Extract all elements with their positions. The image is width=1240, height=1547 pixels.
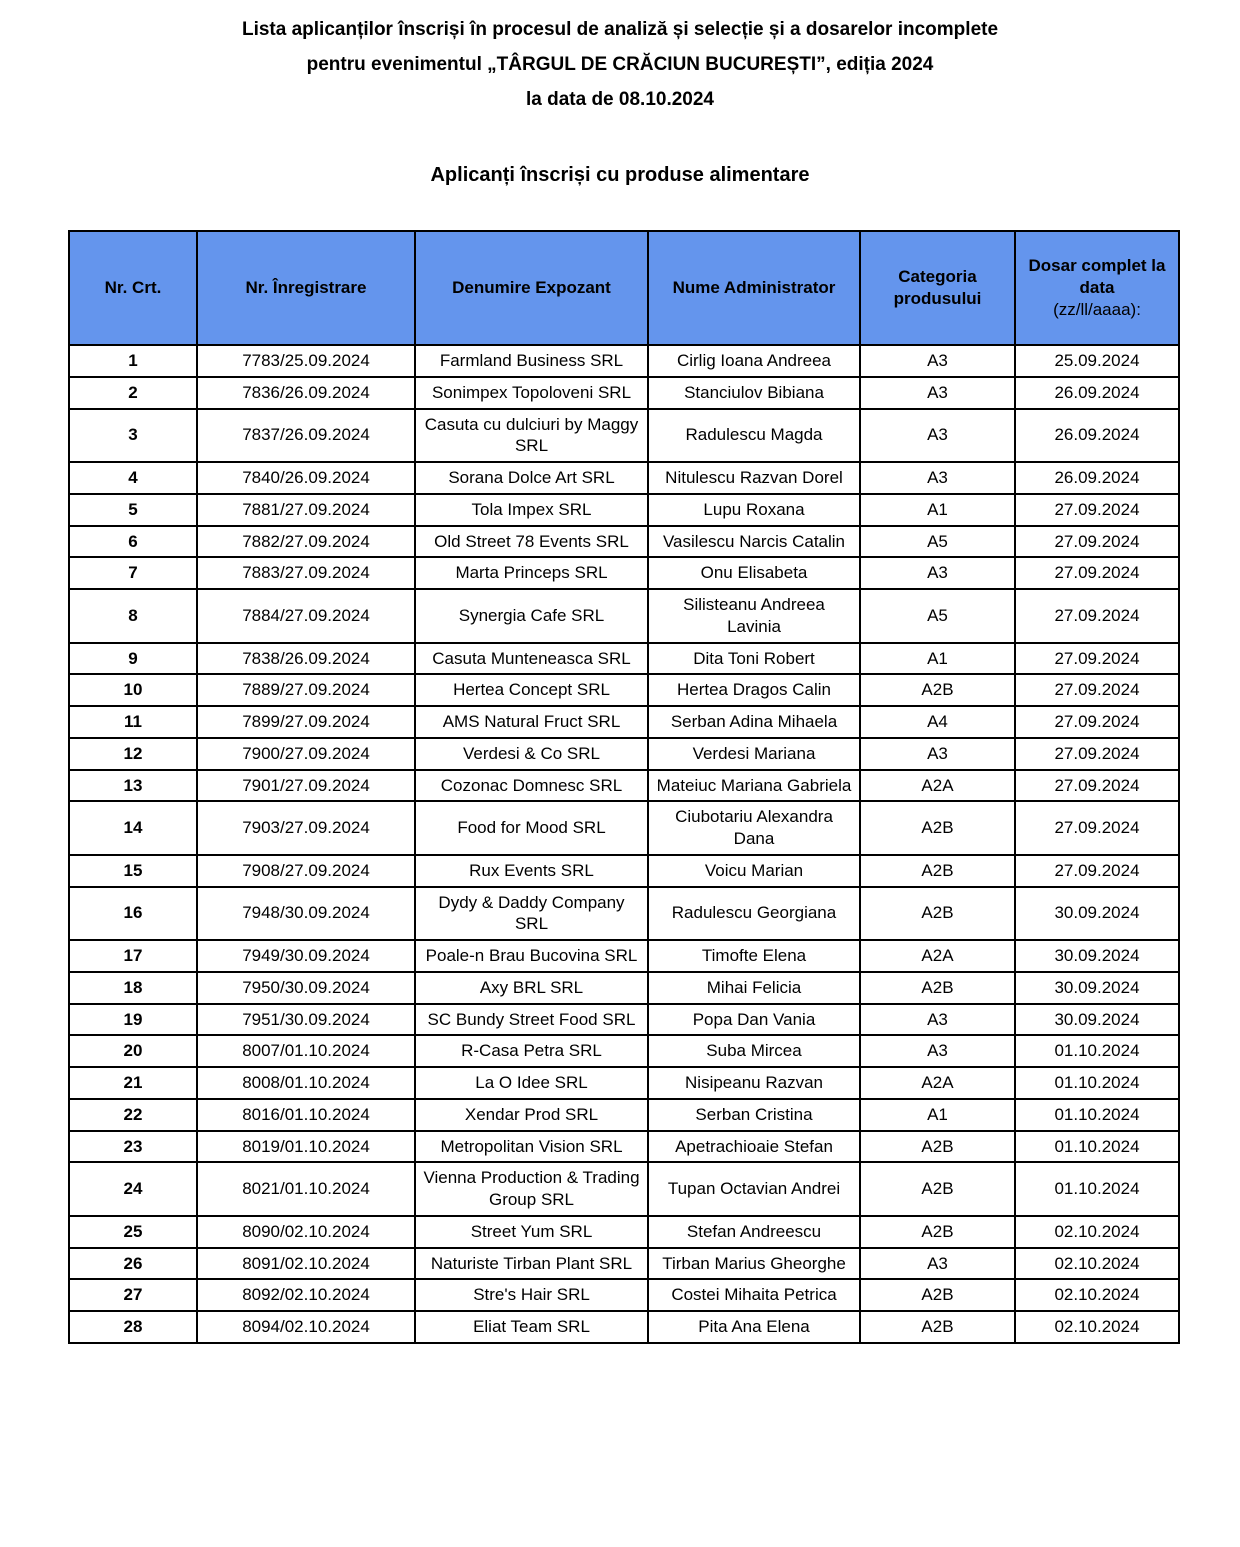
cell-nume-administrator: Timofte Elena	[648, 940, 860, 972]
cell-dosar-complet: 01.10.2024	[1015, 1162, 1179, 1216]
cell-nr-inregistrare: 7951/30.09.2024	[197, 1004, 415, 1036]
cell-dosar-complet: 01.10.2024	[1015, 1035, 1179, 1067]
cell-nr-crt: 2	[69, 377, 197, 409]
table-row	[69, 462, 1179, 494]
cell-dosar-complet: 02.10.2024	[1015, 1216, 1179, 1248]
table-row	[69, 1099, 1179, 1131]
cell-dosar-complet: 26.09.2024	[1015, 377, 1179, 409]
cell-nume-administrator: Nitulescu Razvan Dorel	[648, 462, 860, 494]
cell-nr-crt: 19	[69, 1004, 197, 1036]
cell-denumire-expozant: Sorana Dolce Art SRL	[415, 462, 648, 494]
cell-nr-crt: 23	[69, 1131, 197, 1163]
cell-dosar-complet: 26.09.2024	[1015, 409, 1179, 463]
cell-nr-inregistrare: 7838/26.09.2024	[197, 643, 415, 675]
cell-nume-administrator: Tupan Octavian Andrei	[648, 1162, 860, 1216]
cell-denumire-expozant: Tola Impex SRL	[415, 494, 648, 526]
cell-categoria-produsului: A3	[860, 738, 1015, 770]
cell-denumire-expozant: Poale-n Brau Bucovina SRL	[415, 940, 648, 972]
cell-nr-inregistrare: 7883/27.09.2024	[197, 557, 415, 589]
cell-dosar-complet: 30.09.2024	[1015, 940, 1179, 972]
cell-nr-inregistrare: 8021/01.10.2024	[197, 1162, 415, 1216]
cell-nume-administrator: Radulescu Magda	[648, 409, 860, 463]
cell-nume-administrator: Voicu Marian	[648, 855, 860, 887]
cell-nume-administrator: Vasilescu Narcis Catalin	[648, 526, 860, 558]
col-header-date-format-note: (zz/ll/aaaa):	[1053, 299, 1141, 319]
table-row	[69, 940, 1179, 972]
cell-denumire-expozant: Verdesi & Co SRL	[415, 738, 648, 770]
cell-dosar-complet: 27.09.2024	[1015, 526, 1179, 558]
cell-nume-administrator: Costei Mihaita Petrica	[648, 1279, 860, 1311]
cell-nr-crt: 1	[69, 345, 197, 377]
cell-categoria-produsului: A5	[860, 526, 1015, 558]
col-header-dosar-complet-label: Dosar complet la data	[1028, 256, 1166, 298]
cell-nr-crt: 15	[69, 855, 197, 887]
cell-nume-administrator: Suba Mircea	[648, 1035, 860, 1067]
cell-dosar-complet: 27.09.2024	[1015, 557, 1179, 589]
cell-nr-crt: 12	[69, 738, 197, 770]
cell-nr-crt: 28	[69, 1311, 197, 1343]
cell-nr-inregistrare: 7884/27.09.2024	[197, 589, 415, 643]
cell-nr-crt: 10	[69, 674, 197, 706]
cell-nr-inregistrare: 8090/02.10.2024	[197, 1216, 415, 1248]
cell-dosar-complet: 30.09.2024	[1015, 887, 1179, 941]
table-row	[69, 1279, 1179, 1311]
cell-denumire-expozant: Casuta Munteneasca SRL	[415, 643, 648, 675]
document-title-line3: la data de 08.10.2024	[525, 89, 714, 110]
applicants-table-body	[69, 345, 1179, 1343]
cell-nume-administrator: Verdesi Mariana	[648, 738, 860, 770]
cell-dosar-complet: 25.09.2024	[1015, 345, 1179, 377]
cell-dosar-complet: 27.09.2024	[1015, 770, 1179, 802]
cell-dosar-complet: 01.10.2024	[1015, 1067, 1179, 1099]
applicants-table-header	[69, 231, 1179, 345]
cell-denumire-expozant: Naturiste Tirban Plant SRL	[415, 1248, 648, 1280]
col-header-dosar-complet	[1015, 231, 1179, 345]
table-row	[69, 801, 1179, 855]
cell-dosar-complet: 02.10.2024	[1015, 1279, 1179, 1311]
cell-nume-administrator: Onu Elisabeta	[648, 557, 860, 589]
cell-nr-crt: 18	[69, 972, 197, 1004]
section-subtitle: Aplicanți înscriși cu produse alimentare	[430, 164, 810, 186]
col-header-denumire-expozant: Denumire Expozant	[415, 231, 648, 345]
cell-dosar-complet: 02.10.2024	[1015, 1248, 1179, 1280]
cell-nr-inregistrare: 7903/27.09.2024	[197, 801, 415, 855]
table-row	[69, 557, 1179, 589]
cell-nr-crt: 11	[69, 706, 197, 738]
cell-nr-crt: 24	[69, 1162, 197, 1216]
cell-nr-crt: 8	[69, 589, 197, 643]
cell-denumire-expozant: SC Bundy Street Food SRL	[415, 1004, 648, 1036]
cell-dosar-complet: 27.09.2024	[1015, 706, 1179, 738]
cell-nr-crt: 21	[69, 1067, 197, 1099]
table-row	[69, 345, 1179, 377]
cell-nume-administrator: Serban Cristina	[648, 1099, 860, 1131]
cell-dosar-complet: 27.09.2024	[1015, 643, 1179, 675]
cell-categoria-produsului: A4	[860, 706, 1015, 738]
cell-denumire-expozant: Metropolitan Vision SRL	[415, 1131, 648, 1163]
cell-nr-inregistrare: 8016/01.10.2024	[197, 1099, 415, 1131]
cell-nr-crt: 13	[69, 770, 197, 802]
table-row	[69, 494, 1179, 526]
table-row	[69, 409, 1179, 463]
col-header-nr-crt: Nr. Crt.	[69, 231, 197, 345]
cell-denumire-expozant: Vienna Production & Trading Group SRL	[415, 1162, 648, 1216]
cell-nr-inregistrare: 7882/27.09.2024	[197, 526, 415, 558]
cell-categoria-produsului: A3	[860, 1248, 1015, 1280]
table-row	[69, 706, 1179, 738]
cell-nr-inregistrare: 8092/02.10.2024	[197, 1279, 415, 1311]
cell-dosar-complet: 01.10.2024	[1015, 1131, 1179, 1163]
cell-categoria-produsului: A1	[860, 494, 1015, 526]
cell-nume-administrator: Stanciulov Bibiana	[648, 377, 860, 409]
table-row	[69, 526, 1179, 558]
cell-nr-inregistrare: 7899/27.09.2024	[197, 706, 415, 738]
cell-nr-crt: 7	[69, 557, 197, 589]
cell-denumire-expozant: R-Casa Petra SRL	[415, 1035, 648, 1067]
cell-nume-administrator: Ciubotariu Alexandra Dana	[648, 801, 860, 855]
cell-denumire-expozant: Casuta cu dulciuri by Maggy SRL	[415, 409, 648, 463]
cell-nr-inregistrare: 7881/27.09.2024	[197, 494, 415, 526]
col-header-nume-administrator: Nume Administrator	[648, 231, 860, 345]
cell-denumire-expozant: Axy BRL SRL	[415, 972, 648, 1004]
cell-nr-inregistrare: 8007/01.10.2024	[197, 1035, 415, 1067]
applicants-table	[68, 230, 1180, 1344]
cell-categoria-produsului: A2B	[860, 887, 1015, 941]
cell-nr-inregistrare: 7836/26.09.2024	[197, 377, 415, 409]
cell-denumire-expozant: Hertea Concept SRL	[415, 674, 648, 706]
cell-denumire-expozant: Food for Mood SRL	[415, 801, 648, 855]
cell-nr-crt: 14	[69, 801, 197, 855]
cell-nr-inregistrare: 8094/02.10.2024	[197, 1311, 415, 1343]
cell-categoria-produsului: A2B	[860, 674, 1015, 706]
cell-denumire-expozant: La O Idee SRL	[415, 1067, 648, 1099]
cell-denumire-expozant: Dydy & Daddy Company SRL	[415, 887, 648, 941]
cell-categoria-produsului: A2B	[860, 1279, 1015, 1311]
cell-nr-inregistrare: 7900/27.09.2024	[197, 738, 415, 770]
cell-nr-inregistrare: 8091/02.10.2024	[197, 1248, 415, 1280]
header-row	[69, 231, 1179, 345]
cell-dosar-complet: 02.10.2024	[1015, 1311, 1179, 1343]
cell-categoria-produsului: A2B	[860, 1162, 1015, 1216]
document-title-line1: Lista aplicanților înscriși în procesul de analiză și selecție și a dosarelor incomplete	[241, 19, 999, 40]
col-header-categoria-produsului: Categoria produsului	[860, 231, 1015, 345]
cell-denumire-expozant: Synergia Cafe SRL	[415, 589, 648, 643]
cell-denumire-expozant: Marta Princeps SRL	[415, 557, 648, 589]
cell-nume-administrator: Pita Ana Elena	[648, 1311, 860, 1343]
cell-nr-crt: 17	[69, 940, 197, 972]
table-row	[69, 1004, 1179, 1036]
cell-categoria-produsului: A2B	[860, 1131, 1015, 1163]
table-row	[69, 972, 1179, 1004]
cell-dosar-complet: 01.10.2024	[1015, 1099, 1179, 1131]
cell-nr-crt: 22	[69, 1099, 197, 1131]
cell-denumire-expozant: Stre's Hair SRL	[415, 1279, 648, 1311]
cell-categoria-produsului: A2B	[860, 1216, 1015, 1248]
cell-nume-administrator: Popa Dan Vania	[648, 1004, 860, 1036]
cell-denumire-expozant: Street Yum SRL	[415, 1216, 648, 1248]
cell-nume-administrator: Nisipeanu Razvan	[648, 1067, 860, 1099]
table-row	[69, 770, 1179, 802]
cell-nume-administrator: Cirlig Ioana Andreea	[648, 345, 860, 377]
cell-nr-crt: 5	[69, 494, 197, 526]
cell-denumire-expozant: Old Street 78 Events SRL	[415, 526, 648, 558]
cell-nr-inregistrare: 7837/26.09.2024	[197, 409, 415, 463]
cell-dosar-complet: 27.09.2024	[1015, 589, 1179, 643]
cell-dosar-complet: 27.09.2024	[1015, 801, 1179, 855]
cell-categoria-produsului: A3	[860, 1004, 1015, 1036]
cell-nr-inregistrare: 7950/30.09.2024	[197, 972, 415, 1004]
cell-nume-administrator: Silisteanu Andreea Lavinia	[648, 589, 860, 643]
cell-nr-crt: 27	[69, 1279, 197, 1311]
cell-nume-administrator: Mateiuc Mariana Gabriela	[648, 770, 860, 802]
cell-nr-crt: 25	[69, 1216, 197, 1248]
cell-categoria-produsului: A3	[860, 345, 1015, 377]
cell-categoria-produsului: A2A	[860, 940, 1015, 972]
table-row	[69, 674, 1179, 706]
cell-categoria-produsului: A2A	[860, 770, 1015, 802]
table-row	[69, 643, 1179, 675]
cell-nume-administrator: Hertea Dragos Calin	[648, 674, 860, 706]
table-row	[69, 589, 1179, 643]
table-row	[69, 1248, 1179, 1280]
table-row	[69, 738, 1179, 770]
cell-nr-inregistrare: 7889/27.09.2024	[197, 674, 415, 706]
table-row	[69, 1131, 1179, 1163]
cell-denumire-expozant: Eliat Team SRL	[415, 1311, 648, 1343]
cell-nume-administrator: Serban Adina Mihaela	[648, 706, 860, 738]
cell-nume-administrator: Dita Toni Robert	[648, 643, 860, 675]
cell-categoria-produsului: A2B	[860, 1311, 1015, 1343]
table-row	[69, 1216, 1179, 1248]
cell-categoria-produsului: A1	[860, 1099, 1015, 1131]
cell-categoria-produsului: A1	[860, 643, 1015, 675]
cell-nr-crt: 4	[69, 462, 197, 494]
document-title	[0, 0, 1240, 117]
cell-nr-inregistrare: 8008/01.10.2024	[197, 1067, 415, 1099]
cell-nr-inregistrare: 7901/27.09.2024	[197, 770, 415, 802]
cell-nr-crt: 26	[69, 1248, 197, 1280]
table-row	[69, 1035, 1179, 1067]
cell-denumire-expozant: AMS Natural Fruct SRL	[415, 706, 648, 738]
document-title-line2: pentru evenimentul „TÂRGUL DE CRĂCIUN BUCUREȘTI”, ediția 2024	[306, 54, 934, 75]
cell-denumire-expozant: Sonimpex Topoloveni SRL	[415, 377, 648, 409]
cell-dosar-complet: 26.09.2024	[1015, 462, 1179, 494]
cell-categoria-produsului: A2B	[860, 855, 1015, 887]
cell-categoria-produsului: A2B	[860, 801, 1015, 855]
cell-categoria-produsului: A2B	[860, 972, 1015, 1004]
col-header-nr-inregistrare: Nr. Înregistrare	[197, 231, 415, 345]
cell-nume-administrator: Tirban Marius Gheorghe	[648, 1248, 860, 1280]
cell-categoria-produsului: A3	[860, 1035, 1015, 1067]
cell-nume-administrator: Lupu Roxana	[648, 494, 860, 526]
cell-categoria-produsului: A3	[860, 377, 1015, 409]
cell-denumire-expozant: Farmland Business SRL	[415, 345, 648, 377]
cell-dosar-complet: 27.09.2024	[1015, 855, 1179, 887]
cell-nr-inregistrare: 8019/01.10.2024	[197, 1131, 415, 1163]
cell-nr-inregistrare: 7783/25.09.2024	[197, 345, 415, 377]
cell-dosar-complet: 27.09.2024	[1015, 738, 1179, 770]
cell-nr-crt: 9	[69, 643, 197, 675]
table-row	[69, 1162, 1179, 1216]
cell-nume-administrator: Radulescu Georgiana	[648, 887, 860, 941]
cell-nume-administrator: Apetrachioaie Stefan	[648, 1131, 860, 1163]
table-row	[69, 1067, 1179, 1099]
cell-dosar-complet: 30.09.2024	[1015, 1004, 1179, 1036]
cell-nr-inregistrare: 7949/30.09.2024	[197, 940, 415, 972]
cell-categoria-produsului: A3	[860, 462, 1015, 494]
cell-categoria-produsului: A5	[860, 589, 1015, 643]
table-row	[69, 1311, 1179, 1343]
cell-denumire-expozant: Xendar Prod SRL	[415, 1099, 648, 1131]
table-row	[69, 855, 1179, 887]
cell-categoria-produsului: A2A	[860, 1067, 1015, 1099]
cell-nr-crt: 3	[69, 409, 197, 463]
cell-nr-crt: 20	[69, 1035, 197, 1067]
cell-nr-crt: 16	[69, 887, 197, 941]
cell-nr-crt: 6	[69, 526, 197, 558]
cell-nr-inregistrare: 7908/27.09.2024	[197, 855, 415, 887]
cell-nr-inregistrare: 7840/26.09.2024	[197, 462, 415, 494]
cell-dosar-complet: 27.09.2024	[1015, 494, 1179, 526]
cell-dosar-complet: 27.09.2024	[1015, 674, 1179, 706]
cell-nume-administrator: Stefan Andreescu	[648, 1216, 860, 1248]
cell-nume-administrator: Mihai Felicia	[648, 972, 860, 1004]
cell-denumire-expozant: Cozonac Domnesc SRL	[415, 770, 648, 802]
cell-denumire-expozant: Rux Events SRL	[415, 855, 648, 887]
cell-dosar-complet: 30.09.2024	[1015, 972, 1179, 1004]
cell-categoria-produsului: A3	[860, 409, 1015, 463]
table-row	[69, 887, 1179, 941]
cell-categoria-produsului: A3	[860, 557, 1015, 589]
table-row	[69, 377, 1179, 409]
cell-nr-inregistrare: 7948/30.09.2024	[197, 887, 415, 941]
